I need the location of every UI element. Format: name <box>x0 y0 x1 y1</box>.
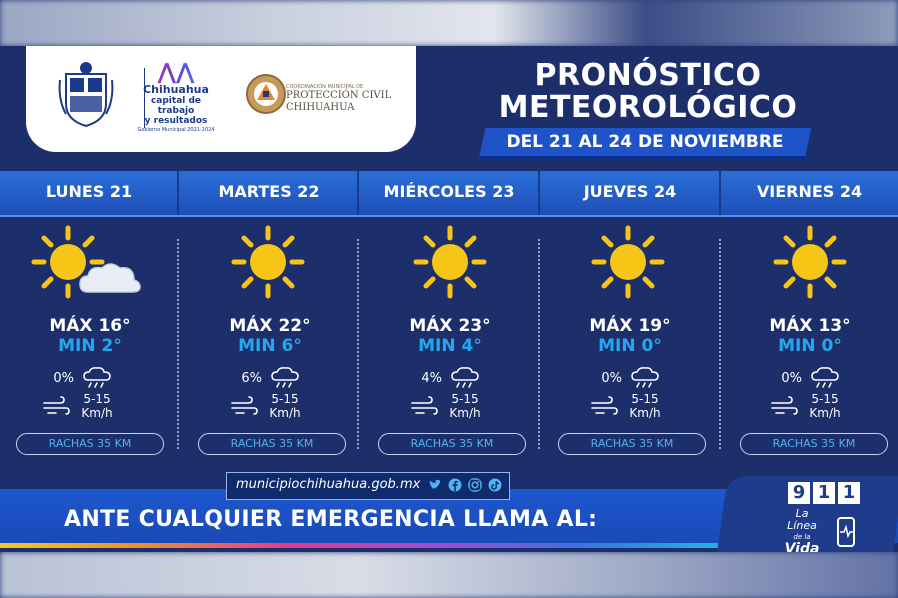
facebook-icon[interactable] <box>448 478 462 492</box>
day-label-3: MIÉRCOLES 23 <box>383 182 515 201</box>
page-title <box>470 60 826 124</box>
column-divider <box>538 239 540 449</box>
max-temp: MÁX 16° <box>49 316 131 336</box>
day-label-2: MARTES 22 <box>218 182 320 201</box>
wind-speed <box>260 392 310 420</box>
wind-icon <box>42 396 70 418</box>
max-temp: MÁX 22° <box>229 316 311 336</box>
forecast-poster <box>0 46 898 552</box>
min-temp: MIN 2° <box>58 336 122 356</box>
sun-icon <box>230 224 306 300</box>
wind-speed <box>72 392 122 420</box>
wind-speed <box>620 392 670 420</box>
sun-cloud-icon <box>30 224 150 300</box>
gusts-badge: RACHAS 35 KM <box>16 433 164 455</box>
website-link[interactable]: municipiochihuahua.gob.mx <box>236 477 421 492</box>
chihuahua-logo-mark: ⋀⋀ <box>134 62 218 84</box>
precip-percent: 4% <box>421 371 442 386</box>
proteccion-civil-line2: CHIHUAHUA <box>286 102 355 113</box>
precip-percent: 6% <box>241 371 262 386</box>
day-label-4: JUEVES 24 <box>583 182 677 201</box>
day-column-2 <box>190 224 350 464</box>
chihuahua-logo-name: Chihuahua <box>143 83 209 96</box>
precip-percent: 0% <box>781 371 802 386</box>
linea-de-la-vida-logo <box>762 508 842 552</box>
precip-percent: 0% <box>601 371 622 386</box>
day-column-3 <box>370 224 530 464</box>
min-temp: MIN 0° <box>598 336 662 356</box>
chihuahua-crest-icon <box>58 60 114 128</box>
chihuahua-logo-line2: y resultados <box>144 116 208 126</box>
column-divider <box>177 239 179 449</box>
max-temp: MÁX 13° <box>769 316 851 336</box>
wind-speed-unit: Km/h <box>629 406 661 420</box>
wind-speed-unit: Km/h <box>809 406 841 420</box>
sun-icon <box>590 224 666 300</box>
linea-text-la: La <box>795 507 809 520</box>
rain-cloud-icon <box>82 366 112 390</box>
wind-icon <box>590 396 618 418</box>
wind-speed-unit: Km/h <box>449 406 481 420</box>
title-line1: PRONÓSTICO <box>534 58 762 93</box>
logo-panel <box>26 46 416 152</box>
background-blur-top <box>0 0 898 46</box>
gusts-badge: RACHAS 35 KM <box>558 433 706 455</box>
wind-speed-range: 5-15 <box>83 392 111 406</box>
rain-cloud-icon <box>270 366 300 390</box>
rain-cloud-icon <box>810 366 840 390</box>
tiktok-icon[interactable] <box>488 478 502 492</box>
sun-icon <box>412 224 488 300</box>
wind-speed-range: 5-15 <box>811 392 839 406</box>
min-temp: MIN 0° <box>778 336 842 356</box>
linea-text-linea: Línea <box>787 519 817 532</box>
emergency-text: ANTE CUALQUIER EMERGENCIA LLAMA AL: <box>64 507 598 532</box>
rainbow-stripe <box>0 543 720 548</box>
chihuahua-logo-line1: capital de trabajo <box>150 96 202 116</box>
phone-icon <box>836 516 858 548</box>
wind-speed <box>440 392 490 420</box>
emergency-digit-9: 9 <box>788 482 810 504</box>
proteccion-civil-logo-icon <box>244 72 288 116</box>
gusts-badge: RACHAS 35 KM <box>378 433 526 455</box>
day-label-5: VIERNES 24 <box>756 182 863 201</box>
wind-icon <box>770 396 798 418</box>
instagram-icon[interactable] <box>468 478 482 492</box>
day-column-4 <box>550 224 710 464</box>
sun-icon <box>772 224 848 300</box>
day-column-1 <box>10 224 170 464</box>
gusts-badge: RACHAS 35 KM <box>198 433 346 455</box>
day-column-5 <box>730 224 890 464</box>
max-temp: MÁX 19° <box>589 316 671 336</box>
precip-percent: 0% <box>53 371 74 386</box>
linea-text-dela: de la <box>793 533 811 541</box>
wind-speed-range: 5-15 <box>451 392 479 406</box>
rain-cloud-icon <box>630 366 660 390</box>
wind-speed-unit: Km/h <box>269 406 301 420</box>
date-range: DEL 21 AL 24 DE NOVIEMBRE <box>506 132 784 152</box>
background-blur-bottom <box>0 552 898 598</box>
wind-speed-unit: Km/h <box>81 406 113 420</box>
gusts-badge: RACHAS 35 KM <box>740 433 888 455</box>
proteccion-civil-text <box>286 84 416 114</box>
chihuahua-logo-tagline: Gobierno Municipal 2021-2024 <box>137 127 215 133</box>
day-label-1: LUNES 21 <box>45 182 133 201</box>
rain-cloud-icon <box>450 366 480 390</box>
wind-speed-range: 5-15 <box>271 392 299 406</box>
proteccion-civil-small: COORDINACIÓN MUNICIPAL DE <box>286 84 364 90</box>
wind-speed-range: 5-15 <box>631 392 659 406</box>
wind-speed <box>800 392 850 420</box>
min-temp: MIN 6° <box>238 336 302 356</box>
emergency-digit-1: 1 <box>813 482 835 504</box>
linea-text-vida: Vida <box>784 541 820 552</box>
wind-icon <box>230 396 258 418</box>
twitter-icon[interactable] <box>428 478 442 492</box>
proteccion-civil-line1: PROTECCIÓN CIVIL <box>286 90 392 101</box>
chihuahua-logo <box>134 62 218 134</box>
max-temp: MÁX 23° <box>409 316 491 336</box>
title-line2: METEOROLÓGICO <box>498 90 798 125</box>
wind-icon <box>410 396 438 418</box>
min-temp: MIN 4° <box>418 336 482 356</box>
column-divider <box>357 239 359 449</box>
emergency-digit-1b: 1 <box>838 482 860 504</box>
column-divider <box>719 239 721 449</box>
